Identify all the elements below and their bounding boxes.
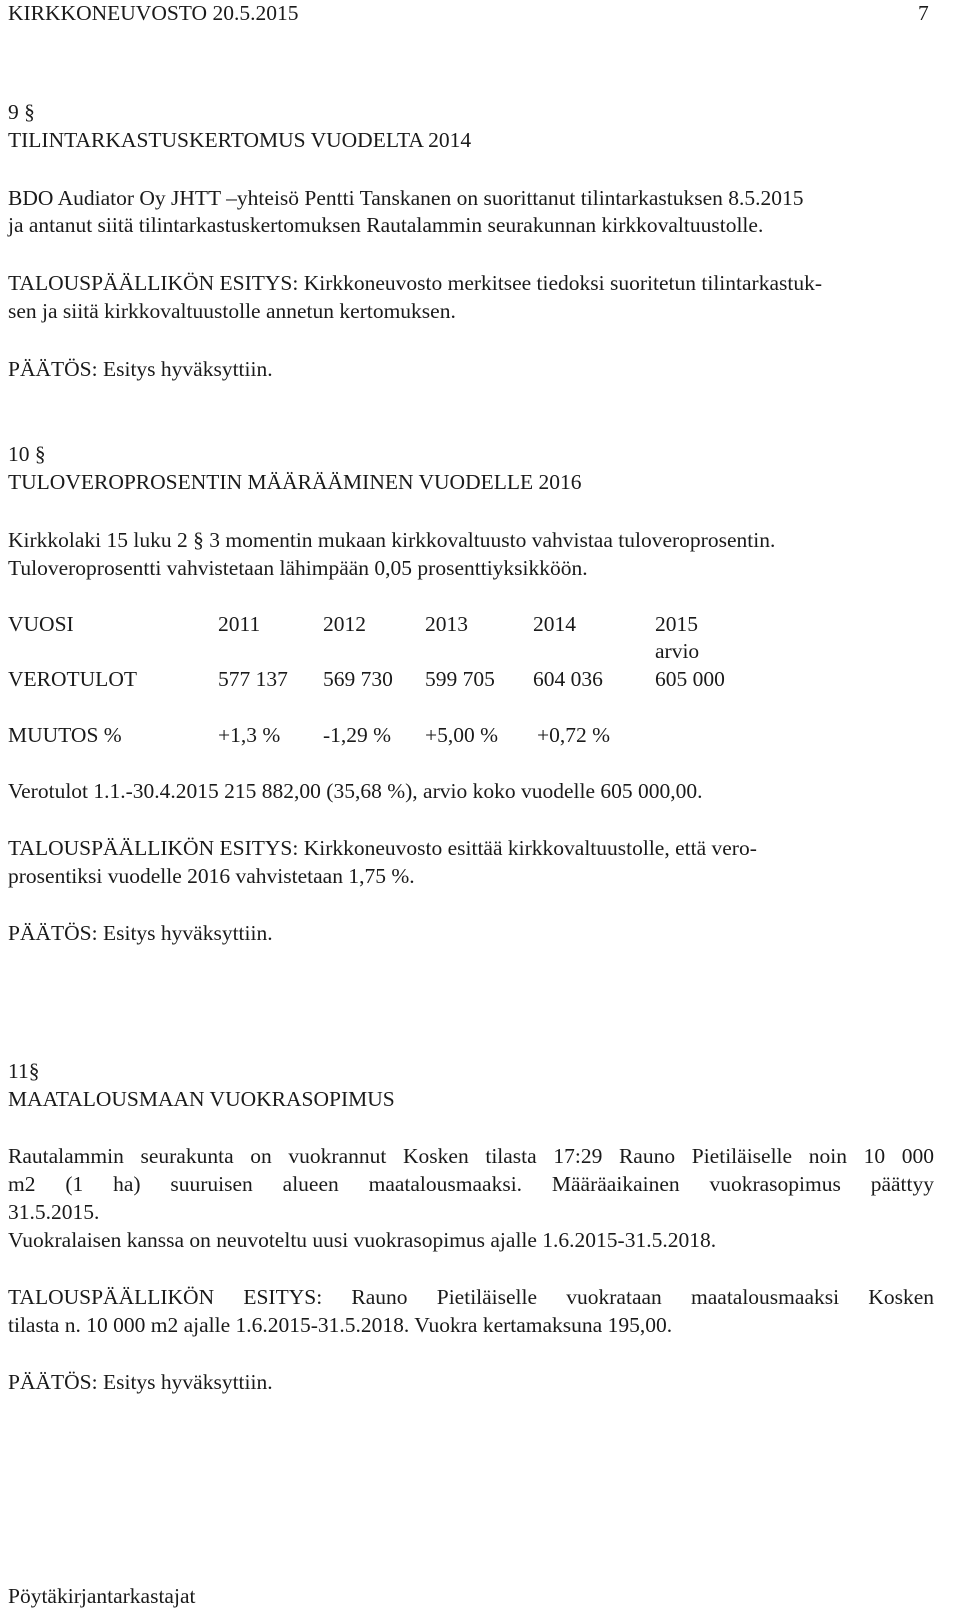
table-change-value: +1,3 % [218,723,281,747]
table-year: 2013 [425,612,468,636]
document-header: KIRKKONEUVOSTO 20.5.2015 [8,1,299,25]
section-11-proposal-line: TALOUSPÄÄLLIKÖN ESITYS: Rauno Pietiläiselle vuokrataan maatalousmaaksi Kosken [8,1285,934,1309]
section-10-paragraph-line: Kirkkolaki 15 luku 2 § 3 momentin mukaan kirkkovaltuusto vahvistaa tuloveroprosentin. [8,528,776,552]
table-year: 2015 [655,612,698,636]
table-revenue-value: 605 000 [655,667,725,691]
section-10-proposal-line: TALOUSPÄÄLLIKÖN ESITYS: Kirkkoneuvosto esittää kirkkovaltuustolle, että vero- [8,836,757,860]
section-11-number: 11§ [8,1059,40,1083]
table-change-value: +5,00 % [425,723,499,747]
section-9-title: TILINTARKASTUSKERTOMUS VUODELTA 2014 [8,128,472,152]
table-change-label: MUUTOS % [8,723,122,747]
table-estimate-note: arvio [655,639,700,663]
table-revenue-value: 577 137 [218,667,288,691]
section-10-proposal-line: prosentiksi vuodelle 2016 vahvistetaan 1,75 %. [8,864,415,888]
section-11-paragraph-line: Rautalammin seurakunta on vuokrannut Kosken tilasta 17:29 Rauno Pietiläiselle noin 10 000 [8,1144,934,1168]
section-10-paragraph-line: Tuloveroprosentti vahvistetaan lähimpään 0,05 prosenttiyksikköön. [8,556,588,580]
table-revenue-value: 604 036 [533,667,603,691]
table-years-label: VUOSI [8,612,74,636]
section-11-proposal-line: tilasta n. 10 000 m2 ajalle 1.6.2015-31.5.2018. Vuokra kertamaksuna 195,00. [8,1313,673,1337]
section-11-paragraph-line: m2 (1 ha) suuruisen alueen maatalousmaaksi. Määräaikainen vuokrasopimus päättyy [8,1172,934,1196]
table-revenue-value: 569 730 [323,667,393,691]
table-change-value: -1,29 % [323,723,392,747]
section-11-decision: PÄÄTÖS: Esitys hyväksyttiin. [8,1370,273,1394]
table-change-value: +0,72 % [537,723,611,747]
section-10-revenue-note: Verotulot 1.1.-30.4.2015 215 882,00 (35,68 %), arvio koko vuodelle 605 000,00. [8,779,703,803]
section-9-number: 9 § [8,100,35,124]
section-9-decision: PÄÄTÖS: Esitys hyväksyttiin. [8,357,273,381]
section-11-paragraph-line: 31.5.2015. [8,1200,100,1224]
section-10-decision: PÄÄTÖS: Esitys hyväksyttiin. [8,921,273,945]
footer-signatories-label: Pöytäkirjantarkastajat [8,1584,196,1608]
table-year: 2014 [533,612,576,636]
page-number: 7 [918,1,929,25]
table-year: 2011 [218,612,261,636]
section-9-proposal-line: TALOUSPÄÄLLIKÖN ESITYS: Kirkkoneuvosto merkitsee tiedoksi suoritetun tilintarkastuk- [8,271,822,295]
table-year: 2012 [323,612,366,636]
section-10-title: TULOVEROPROSENTIN MÄÄRÄÄMINEN VUODELLE 2016 [8,470,582,494]
section-9-proposal-line: sen ja siitä kirkkovaltuustolle annetun kertomuksen. [8,299,456,323]
section-11-paragraph-line: Vuokralaisen kanssa on neuvoteltu uusi vuokrasopimus ajalle 1.6.2015-31.5.2018. [8,1228,717,1252]
section-10-number: 10 § [8,442,46,466]
table-revenue-label: VEROTULOT [8,667,137,691]
section-11-title: MAATALOUSMAAN VUOKRASOPIMUS [8,1087,395,1111]
section-9-paragraph-line: ja antanut siitä tilintarkastuskertomuksen Rautalammin seurakunnan kirkkovaltuustolle. [8,213,764,237]
table-revenue-value: 599 705 [425,667,495,691]
section-9-paragraph-line: BDO Audiator Oy JHTT –yhteisö Pentti Tanskanen on suorittanut tilintarkastuksen 8.5.2015 [8,186,804,210]
